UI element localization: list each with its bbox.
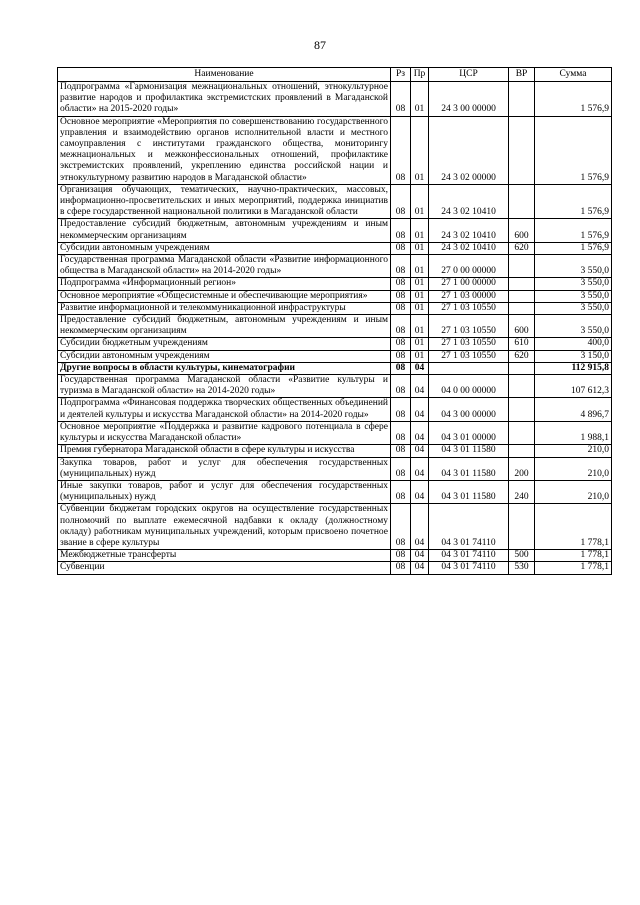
- table-row: [58, 315, 612, 338]
- row-name: Развитие информационной и телекоммуникационной инфраструктуры: [58, 302, 391, 314]
- row-name: Государственная программа Магаданской области «Развитие культуры и туризма в Магаданской области» на 2014-2020 годы»: [58, 375, 391, 398]
- row-sum: 1 576,9: [535, 82, 612, 117]
- row-pr: 01: [411, 278, 429, 290]
- row-rz: 08: [391, 184, 411, 219]
- table-row: [58, 116, 612, 184]
- header-pr: Пр: [411, 68, 429, 82]
- row-pr: 01: [411, 290, 429, 302]
- row-rz: 08: [391, 302, 411, 314]
- row-csr: [429, 362, 509, 374]
- table-row: [58, 350, 612, 362]
- row-sum: 3 550,0: [535, 290, 612, 302]
- row-rz: 08: [391, 398, 411, 421]
- row-sum: 3 550,0: [535, 302, 612, 314]
- row-vr: [509, 82, 535, 117]
- row-pr: 04: [411, 480, 429, 503]
- header-sum: Сумма: [535, 68, 612, 82]
- row-rz: 08: [391, 457, 411, 480]
- row-vr: 530: [509, 562, 535, 574]
- table-row: [58, 82, 612, 117]
- row-rz: 08: [391, 82, 411, 117]
- row-sum: 112 915,8: [535, 362, 612, 374]
- table-header-row: [58, 68, 612, 82]
- table-row: [58, 562, 612, 574]
- table-row: [58, 338, 612, 350]
- row-rz: 08: [391, 445, 411, 457]
- row-name: Иные закупки товаров, работ и услуг для обеспечения государственных (муниципальных) нужд: [58, 480, 391, 503]
- row-sum: 210,0: [535, 457, 612, 480]
- row-csr: 04 3 00 00000: [429, 398, 509, 421]
- row-vr: [509, 290, 535, 302]
- row-sum: 1 778,1: [535, 550, 612, 562]
- row-pr: 01: [411, 302, 429, 314]
- row-rz: 08: [391, 242, 411, 254]
- row-rz: 08: [391, 421, 411, 444]
- row-rz: 08: [391, 219, 411, 242]
- row-vr: [509, 445, 535, 457]
- table-row: [58, 480, 612, 503]
- row-sum: 210,0: [535, 480, 612, 503]
- row-csr: 04 3 01 74110: [429, 562, 509, 574]
- table-row: [58, 184, 612, 219]
- row-sum: 1 778,1: [535, 504, 612, 550]
- row-pr: 01: [411, 315, 429, 338]
- row-vr: 500: [509, 550, 535, 562]
- row-vr: 610: [509, 338, 535, 350]
- table-row: [58, 375, 612, 398]
- row-sum: 1 778,1: [535, 562, 612, 574]
- row-csr: 27 1 03 10550: [429, 350, 509, 362]
- row-sum: 1 988,1: [535, 421, 612, 444]
- row-name: Предоставление субсидий бюджетным, автономным учреждениям и иным некоммерческим организациям: [58, 315, 391, 338]
- row-csr: 04 0 00 00000: [429, 375, 509, 398]
- row-csr: 27 1 03 00000: [429, 290, 509, 302]
- table-row: [58, 362, 612, 374]
- row-csr: 27 1 03 10550: [429, 338, 509, 350]
- row-name: Субвенции: [58, 562, 391, 574]
- row-pr: 01: [411, 116, 429, 184]
- table-row: [58, 550, 612, 562]
- row-sum: 210,0: [535, 445, 612, 457]
- table-row: [58, 421, 612, 444]
- row-csr: 04 3 01 00000: [429, 421, 509, 444]
- row-pr: 04: [411, 504, 429, 550]
- row-sum: 3 550,0: [535, 255, 612, 278]
- row-csr: 24 3 02 00000: [429, 116, 509, 184]
- row-pr: 01: [411, 184, 429, 219]
- row-vr: 200: [509, 457, 535, 480]
- row-vr: [509, 302, 535, 314]
- row-pr: 01: [411, 350, 429, 362]
- row-csr: 27 1 00 00000: [429, 278, 509, 290]
- row-csr: 04 3 01 11580: [429, 445, 509, 457]
- row-csr: 24 3 00 00000: [429, 82, 509, 117]
- row-pr: 04: [411, 362, 429, 374]
- row-sum: 107 612,3: [535, 375, 612, 398]
- row-rz: 08: [391, 350, 411, 362]
- row-vr: 600: [509, 219, 535, 242]
- row-sum: 3 550,0: [535, 315, 612, 338]
- budget-table: [57, 67, 612, 575]
- row-rz: 08: [391, 290, 411, 302]
- row-name: Организация обучающих, тематических, научно-практических, массовых, информационно-просветительских и иных мероприятий, поддержка инициатив в сфере государственной национальной политики в Магаданской области: [58, 184, 391, 219]
- row-pr: 01: [411, 82, 429, 117]
- row-name: Другие вопросы в области культуры, кинематографии: [58, 362, 391, 374]
- row-vr: [509, 255, 535, 278]
- row-pr: 04: [411, 445, 429, 457]
- header-rz: Рз: [391, 68, 411, 82]
- row-name: Государственная программа Магаданской области «Развитие информационного общества в Магаданской области» на 2014-2020 годы»: [58, 255, 391, 278]
- row-pr: 04: [411, 421, 429, 444]
- row-rz: 08: [391, 338, 411, 350]
- row-pr: 01: [411, 255, 429, 278]
- row-vr: 600: [509, 315, 535, 338]
- row-name: Субсидии бюджетным учреждениям: [58, 338, 391, 350]
- row-sum: 3 150,0: [535, 350, 612, 362]
- row-pr: 01: [411, 219, 429, 242]
- row-name: Основное мероприятие «Общесистемные и обеспечивающие мероприятия»: [58, 290, 391, 302]
- row-name: Предоставление субсидий бюджетным, автономным учреждениям и иным некоммерческим организациям: [58, 219, 391, 242]
- row-name: Премия губернатора Магаданской области в сфере культуры и искусства: [58, 445, 391, 457]
- row-vr: 240: [509, 480, 535, 503]
- row-pr: 04: [411, 398, 429, 421]
- row-vr: [509, 362, 535, 374]
- table-row: [58, 457, 612, 480]
- table-row: [58, 219, 612, 242]
- header-csr: ЦСР: [429, 68, 509, 82]
- row-csr: 27 1 03 10550: [429, 302, 509, 314]
- row-sum: 4 896,7: [535, 398, 612, 421]
- row-csr: 04 3 01 11580: [429, 480, 509, 503]
- row-pr: 04: [411, 562, 429, 574]
- row-pr: 01: [411, 242, 429, 254]
- row-sum: 1 576,9: [535, 116, 612, 184]
- row-csr: 27 1 03 10550: [429, 315, 509, 338]
- row-sum: 1 576,9: [535, 219, 612, 242]
- row-vr: [509, 504, 535, 550]
- row-name: Подпрограмма «Гармонизация межнациональных отношений, этнокультурное развитие народов и профилактика экстремистских проявлений в Магаданской области» на 2015-2020 годы»: [58, 82, 391, 117]
- row-vr: 620: [509, 242, 535, 254]
- row-rz: 08: [391, 562, 411, 574]
- row-rz: 08: [391, 375, 411, 398]
- table-row: [58, 290, 612, 302]
- row-rz: 08: [391, 116, 411, 184]
- row-csr: 24 3 02 10410: [429, 242, 509, 254]
- row-pr: 04: [411, 550, 429, 562]
- table-row: [58, 504, 612, 550]
- row-csr: 24 3 02 10410: [429, 219, 509, 242]
- row-vr: [509, 278, 535, 290]
- row-rz: 08: [391, 315, 411, 338]
- table-row: [58, 302, 612, 314]
- header-name: Наименование: [58, 68, 391, 82]
- row-name: Подпрограмма «Информационный регион»: [58, 278, 391, 290]
- row-name: Подпрограмма «Финансовая поддержка творческих общественных объединений и деятелей культуры и искусства Магаданской области» на 2014-2020 годы»: [58, 398, 391, 421]
- row-name: Основное мероприятие «Поддержка и развитие кадрового потенциала в сфере культуры и искусства Магаданской области»: [58, 421, 391, 444]
- row-rz: 08: [391, 362, 411, 374]
- row-vr: 620: [509, 350, 535, 362]
- row-vr: [509, 116, 535, 184]
- row-sum: 1 576,9: [535, 242, 612, 254]
- table-row: [58, 445, 612, 457]
- row-vr: [509, 421, 535, 444]
- row-pr: 01: [411, 338, 429, 350]
- row-vr: [509, 184, 535, 219]
- table-row: [58, 278, 612, 290]
- row-rz: 08: [391, 504, 411, 550]
- table-row: [58, 242, 612, 254]
- row-rz: 08: [391, 550, 411, 562]
- row-rz: 08: [391, 480, 411, 503]
- row-sum: 3 550,0: [535, 278, 612, 290]
- row-vr: [509, 398, 535, 421]
- row-name: Основное мероприятие «Мероприятия по совершенствованию государственного управления и взаимодействию органов исполнительной власти и местного самоуправления с институтами гражданского общества, мониторингу межнациональных и межконфессиональных отношений, профилактике экстремистских проявлений, укреплению единства российской нации и этнокультурному развитию народов в Магаданской области»: [58, 116, 391, 184]
- row-csr: 04 3 01 74110: [429, 504, 509, 550]
- row-vr: [509, 375, 535, 398]
- row-pr: 04: [411, 457, 429, 480]
- row-name: Субсидии автономным учреждениям: [58, 350, 391, 362]
- row-pr: 04: [411, 375, 429, 398]
- row-sum: 1 576,9: [535, 184, 612, 219]
- row-name: Закупка товаров, работ и услуг для обеспечения государственных (муниципальных) нужд: [58, 457, 391, 480]
- table-row: [58, 255, 612, 278]
- table-row: [58, 398, 612, 421]
- row-csr: 27 0 00 00000: [429, 255, 509, 278]
- row-csr: 04 3 01 11580: [429, 457, 509, 480]
- row-name: Субсидии автономным учреждениям: [58, 242, 391, 254]
- row-csr: 04 3 01 74110: [429, 550, 509, 562]
- row-rz: 08: [391, 278, 411, 290]
- row-rz: 08: [391, 255, 411, 278]
- row-name: Субвенции бюджетам городских округов на осуществление государственных полномочий по выплате ежемесячной надбавки к окладу (должностному окладу) работникам муниципальных учреждений, которым присвоено почетное звание в сфере культуры: [58, 504, 391, 550]
- row-sum: 400,0: [535, 338, 612, 350]
- row-name: Межбюджетные трансферты: [58, 550, 391, 562]
- header-vr: ВР: [509, 68, 535, 82]
- row-csr: 24 3 02 10410: [429, 184, 509, 219]
- page-number: 87: [314, 38, 326, 52]
